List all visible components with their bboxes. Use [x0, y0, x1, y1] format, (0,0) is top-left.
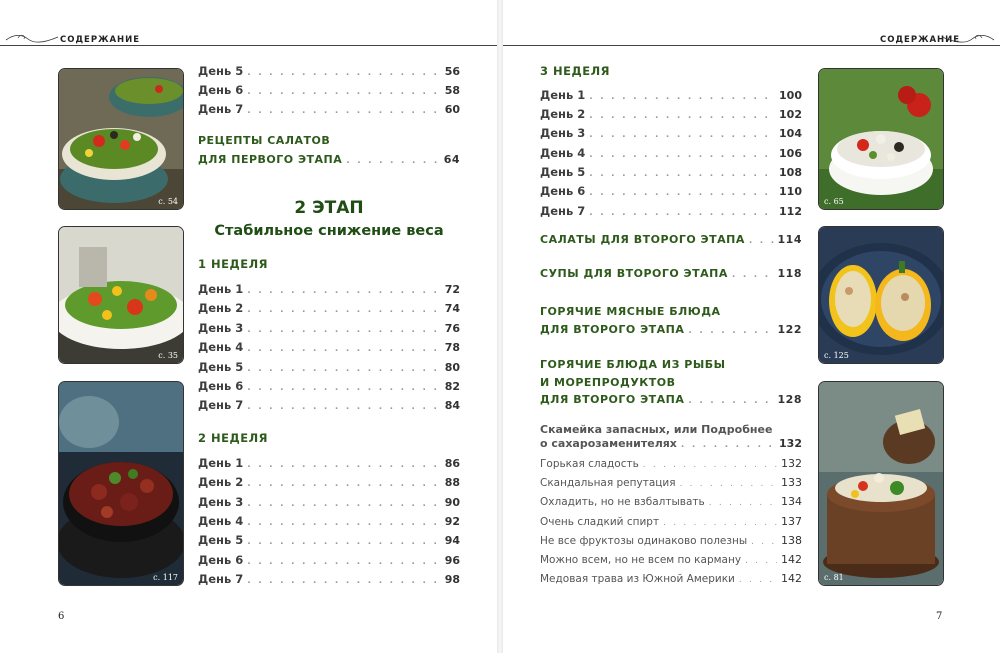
toc-entry[interactable]: День 5 . . . 108: [540, 165, 802, 179]
toc-entry[interactable]: День 6 . . . 58: [198, 83, 460, 97]
toc-right: [540, 60, 802, 600]
toc-entry[interactable]: Медовая трава из Южной Америки . . . 142: [540, 572, 802, 585]
toc-section-soups-second[interactable]: СУПЫ ДЛЯ ВТОРОГО ЭТАПА . . . 118: [540, 267, 802, 280]
toc-entry[interactable]: День 7 . . . 60: [198, 102, 460, 116]
toc-entry[interactable]: День 4 . . . 92: [198, 514, 460, 528]
photo-caption: с. 125: [824, 351, 849, 360]
photo-clay-pot-dish: [818, 381, 944, 586]
toc-entry[interactable]: День 2 . . . 74: [198, 301, 460, 315]
toc-section-hot-meat[interactable]: ДЛЯ ВТОРОГО ЭТАПА . . . 122: [540, 323, 802, 336]
toc-entry[interactable]: Очень сладкий спирт . . . 137: [540, 515, 802, 528]
stage-title: 2 ЭТАП: [294, 198, 364, 218]
photo-caption: с. 54: [158, 197, 178, 206]
toc-entry[interactable]: День 3 . . . 76: [198, 321, 460, 335]
stage-subtitle: Стабильное снижение веса: [214, 223, 444, 239]
photo-salad-bowls: [58, 68, 184, 210]
toc-entry[interactable]: День 1 . . . 100: [540, 88, 802, 102]
toc-section-salads-first[interactable]: ДЛЯ ПЕРВОГО ЭТАПА . . . 64: [198, 153, 460, 166]
toc-entry[interactable]: Скандальная репутация . . . 133: [540, 476, 802, 489]
toc-entry[interactable]: Можно всем, но не всем по карману . . . 142: [540, 553, 802, 566]
week-1-heading: 1 НЕДЕЛЯ: [198, 257, 268, 271]
toc-entry[interactable]: День 1 . . . 86: [198, 456, 460, 470]
toc-entry[interactable]: День 6 . . . 82: [198, 379, 460, 393]
toc-entry[interactable]: День 7 . . . 112: [540, 204, 802, 218]
toc-section-hot-meat-line1[interactable]: ГОРЯЧИЕ МЯСНЫЕ БЛЮДА: [540, 305, 721, 318]
header-title-right: СОДЕРЖАНИЕ: [880, 35, 961, 45]
photo-vegetable-salad: [58, 226, 184, 364]
toc-left: [198, 60, 460, 600]
header-rule-right: [503, 45, 1000, 46]
book-gutter: [497, 0, 503, 653]
header-rule-left: [0, 45, 497, 46]
toc-entry[interactable]: День 1 . . . 72: [198, 282, 460, 296]
photo-caption: с. 65: [824, 197, 844, 206]
flourish-ornament-right: [940, 31, 996, 45]
toc-entry[interactable]: Не все фруктозы одинаково полезны . . . 138: [540, 534, 802, 547]
toc-entry[interactable]: День 4 . . . 78: [198, 340, 460, 354]
toc-section-hot-fish-line2[interactable]: И МОРЕПРОДУКТОВ: [540, 376, 676, 389]
toc-section-sweeteners[interactable]: о сахарозаменителях . . . 132: [540, 437, 802, 450]
toc-entry[interactable]: День 6 . . . 96: [198, 553, 460, 567]
toc-section-sweeteners-line1[interactable]: Скамейка запасных, или Подробнее: [540, 423, 773, 436]
toc-entry[interactable]: День 5 . . . 94: [198, 533, 460, 547]
photo-bean-stew: [58, 381, 184, 586]
photo-caption: с. 81: [824, 573, 844, 582]
page-number-left: 6: [58, 611, 65, 622]
photo-caption: с. 117: [153, 573, 178, 582]
toc-entry[interactable]: День 6 . . . 110: [540, 184, 802, 198]
week-2-heading: 2 НЕДЕЛЯ: [198, 431, 268, 445]
photo-stuffed-peppers: [818, 226, 944, 364]
toc-section-salads-first-line1[interactable]: РЕЦЕПТЫ САЛАТОВ: [198, 134, 331, 147]
toc-entry[interactable]: День 2 . . . 102: [540, 107, 802, 121]
page-number-right: 7: [936, 611, 943, 622]
toc-section-hot-fish-line1[interactable]: ГОРЯЧИЕ БЛЮДА ИЗ РЫБЫ: [540, 358, 726, 371]
toc-section-salads-second[interactable]: САЛАТЫ ДЛЯ ВТОРОГО ЭТАПА . . . 114: [540, 233, 802, 246]
toc-entry[interactable]: Охладить, но не взбалтывать . . . 134: [540, 495, 802, 508]
toc-section-hot-fish[interactable]: ДЛЯ ВТОРОГО ЭТАПА . . . 128: [540, 393, 802, 406]
toc-entry[interactable]: День 3 . . . 104: [540, 126, 802, 140]
toc-entry[interactable]: День 7 . . . 84: [198, 398, 460, 412]
toc-entry[interactable]: День 4 . . . 106: [540, 146, 802, 160]
toc-entry[interactable]: День 3 . . . 90: [198, 495, 460, 509]
toc-entry[interactable]: День 5 . . . 56: [198, 64, 460, 78]
toc-entry[interactable]: День 2 . . . 88: [198, 475, 460, 489]
toc-entry[interactable]: День 5 . . . 80: [198, 360, 460, 374]
header-title-left: СОДЕРЖАНИЕ: [60, 35, 141, 45]
photo-feta-salad: [818, 68, 944, 210]
toc-entry[interactable]: Горькая сладость . . . 132: [540, 457, 802, 470]
toc-entry[interactable]: День 7 . . . 98: [198, 572, 460, 586]
flourish-ornament-left: [4, 31, 60, 45]
week-3-heading: 3 НЕДЕЛЯ: [540, 64, 610, 78]
photo-caption: с. 35: [158, 351, 178, 360]
